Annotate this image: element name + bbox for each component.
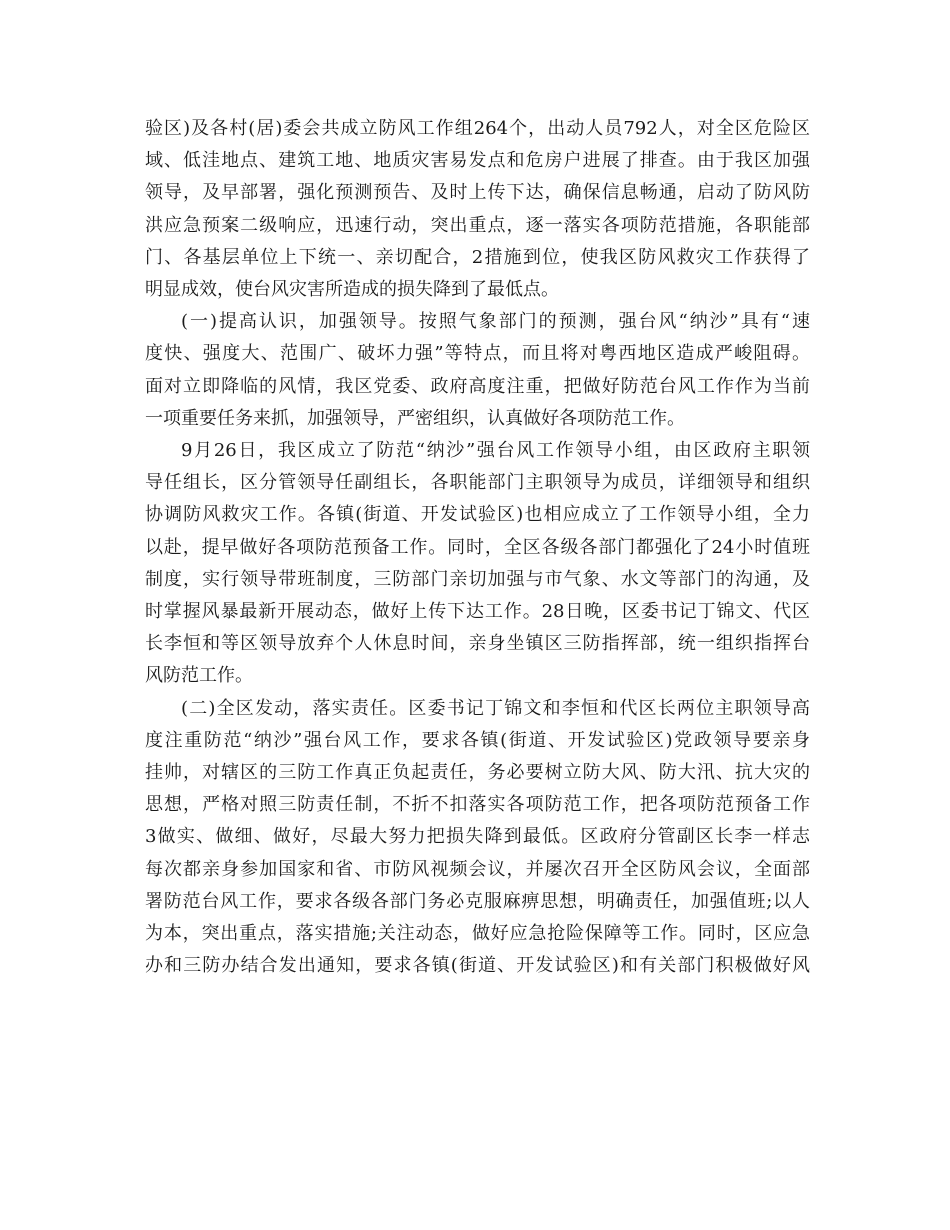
text-line: 为本，突出重点，落实措施;关注动态，做好应急抢险保障等工作。同时，区应急 xyxy=(145,923,810,945)
text-line: 度注重防范“纳沙”强台风工作，要求各镇(街道、开发试验区)党政领导要亲身 xyxy=(145,729,810,751)
text-line: 一项重要任务来抓，加强领导，严密组织，认真做好各项防范工作。 xyxy=(145,407,685,429)
document-body xyxy=(145,113,810,982)
paragraph-3 xyxy=(145,435,810,693)
text-line: (一)提高认识，加强领导。按照气象部门的预测，强台风“纳沙”具有“速 xyxy=(181,311,810,333)
text-line: 导任组长，区分管领导任副组长，各职能部门主职领导为成员，详细领导和组织 xyxy=(145,472,810,494)
paragraph-2 xyxy=(145,306,810,435)
text-line: 每次都亲身参加国家和省、市防风视频会议，并屡次召开全区防风会议，全面部 xyxy=(145,858,810,880)
paragraph-1 xyxy=(145,113,810,306)
text-line: 度快、强度大、范围广、破坏力强”等特点，而且将对粤西地区造成严峻阻碍。 xyxy=(145,343,810,365)
text-line: 9月26日，我区成立了防范“纳沙”强台风工作领导小组，由区政府主职领 xyxy=(181,440,810,462)
text-line: 验区)及各村(居)委会共成立防风工作组264个，出动人员792人，对全区危险区 xyxy=(145,118,810,139)
text-line: 长李恒和等区领导放弃个人休息时间，亲身坐镇区三防指挥部，统一组织指挥台 xyxy=(145,633,810,655)
text-line: 协调防风救灾工作。各镇(街道、开发试验区)也相应成立了工作领导小组，全力 xyxy=(145,504,810,526)
text-line: 领导，及早部署，强化预测预告、及时上传下达，确保信息畅通，启动了防风防 xyxy=(145,182,810,204)
text-line: 洪应急预案二级响应，迅速行动，突出重点，逐一落实各项防范措施，各职能部 xyxy=(145,214,810,236)
text-line: 面对立即降临的风情，我区党委、政府高度注重，把做好防范台风工作作为当前 xyxy=(145,375,810,397)
text-line: 思想，严格对照三防责任制，不折不扣落实各项防范工作，把各项防范预备工作 xyxy=(145,794,810,816)
text-line: 以赴，提早做好各项防范预备工作。同时，全区各级各部门都强化了24小时值班 xyxy=(145,536,810,558)
text-line: 域、低洼地点、建筑工地、地质灾害易发点和危房户进展了排查。由于我区加强 xyxy=(145,150,810,172)
text-line: 门、各基层单位上下统一、亲切配合，2措施到位，使我区防风救灾工作获得了 xyxy=(145,246,810,268)
text-line: 风防范工作。 xyxy=(145,665,253,687)
paragraph-4 xyxy=(145,693,810,983)
text-line: 办和三防办结合发出通知，要求各镇(街道、开发试验区)和有关部门积极做好风 xyxy=(145,955,810,977)
text-line: 明显成效，使台风灾害所造成的损失降到了最低点。 xyxy=(145,279,559,301)
text-line: 3做实、做细、做好，尽最大努力把损失降到最低。区政府分管副区长李一样志 xyxy=(145,826,810,848)
text-line: 制度，实行领导带班制度，三防部门亲切加强与市气象、水文等部门的沟通，及 xyxy=(145,568,810,590)
text-line: 挂帅，对辖区的三防工作真正负起责任，务必要树立防大风、防大汛、抗大灾的 xyxy=(145,762,810,784)
text-line: (二)全区发动，落实责任。区委书记丁锦文和李恒和代区长两位主职领导高 xyxy=(181,697,810,719)
text-line: 时掌握风暴最新开展动态，做好上传下达工作。28日晚，区委书记丁锦文、代区 xyxy=(145,601,810,623)
text-line: 署防范台风工作，要求各级各部门务必克服麻痹思想，明确责任，加强值班;以人 xyxy=(145,890,810,912)
